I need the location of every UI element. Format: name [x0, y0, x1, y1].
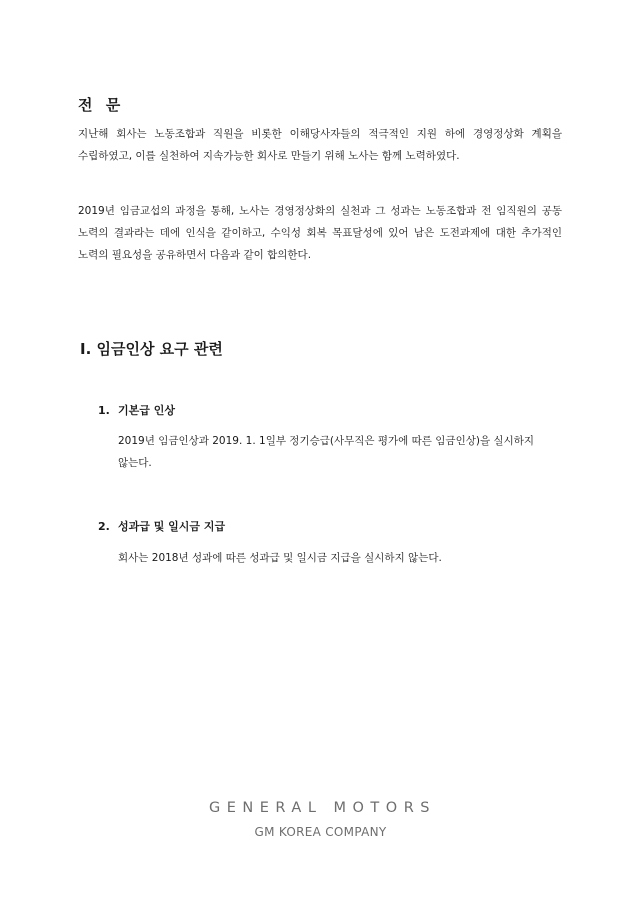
item-2-title: 성과급 및 일시금 지급	[118, 520, 226, 533]
item-2-number: 2.	[98, 520, 110, 533]
item-2-heading	[98, 518, 225, 534]
logo-gm-korea-company: GM KOREA COMPANY	[254, 825, 387, 839]
preamble-paragraph-1: 지난해 회사는 노동조합과 직원을 비롯한 이해당사자들의 적극적인 지원 하에 경영정상화 계획을 수립하였고, 이를 실천하여 지속가능한 회사로 만들기 위해 노사는 함께 노력하였다.	[78, 128, 562, 162]
item-1-title: 기본급 인상	[118, 404, 175, 417]
logo-general-motors: GENERAL MOTORS	[209, 800, 436, 816]
item-1-number: 1.	[98, 404, 110, 417]
gm-korea-logo	[0, 798, 637, 842]
item-1-body: 2019년 임금인상과 2019. 1. 1일부 정기승급(사무직은 평가에 따른 임금인상)을 실시하지 않는다.	[118, 435, 534, 469]
preamble-paragraph-2: 2019년 임금교섭의 과정을 통해, 노사는 경영정상화의 실천과 그 성과는 노동조합과 전 임직원의 공동 노력의 결과라는 데에 인식을 같이하고, 수익성 회복 목표달성에 있어 남은 도전과제에 대한 추가적인 노력의 필요성을 공유하면서 다음과 같이 합의한다.	[78, 205, 562, 261]
preamble-title: 전 문	[78, 96, 125, 114]
section-title: Ⅰ. 임금인상 요구 관련	[80, 340, 223, 358]
item-2-body: 회사는 2018년 성과에 따른 성과급 및 일시금 지급을 실시하지 않는다.	[118, 552, 442, 564]
item-1-heading	[98, 402, 175, 418]
